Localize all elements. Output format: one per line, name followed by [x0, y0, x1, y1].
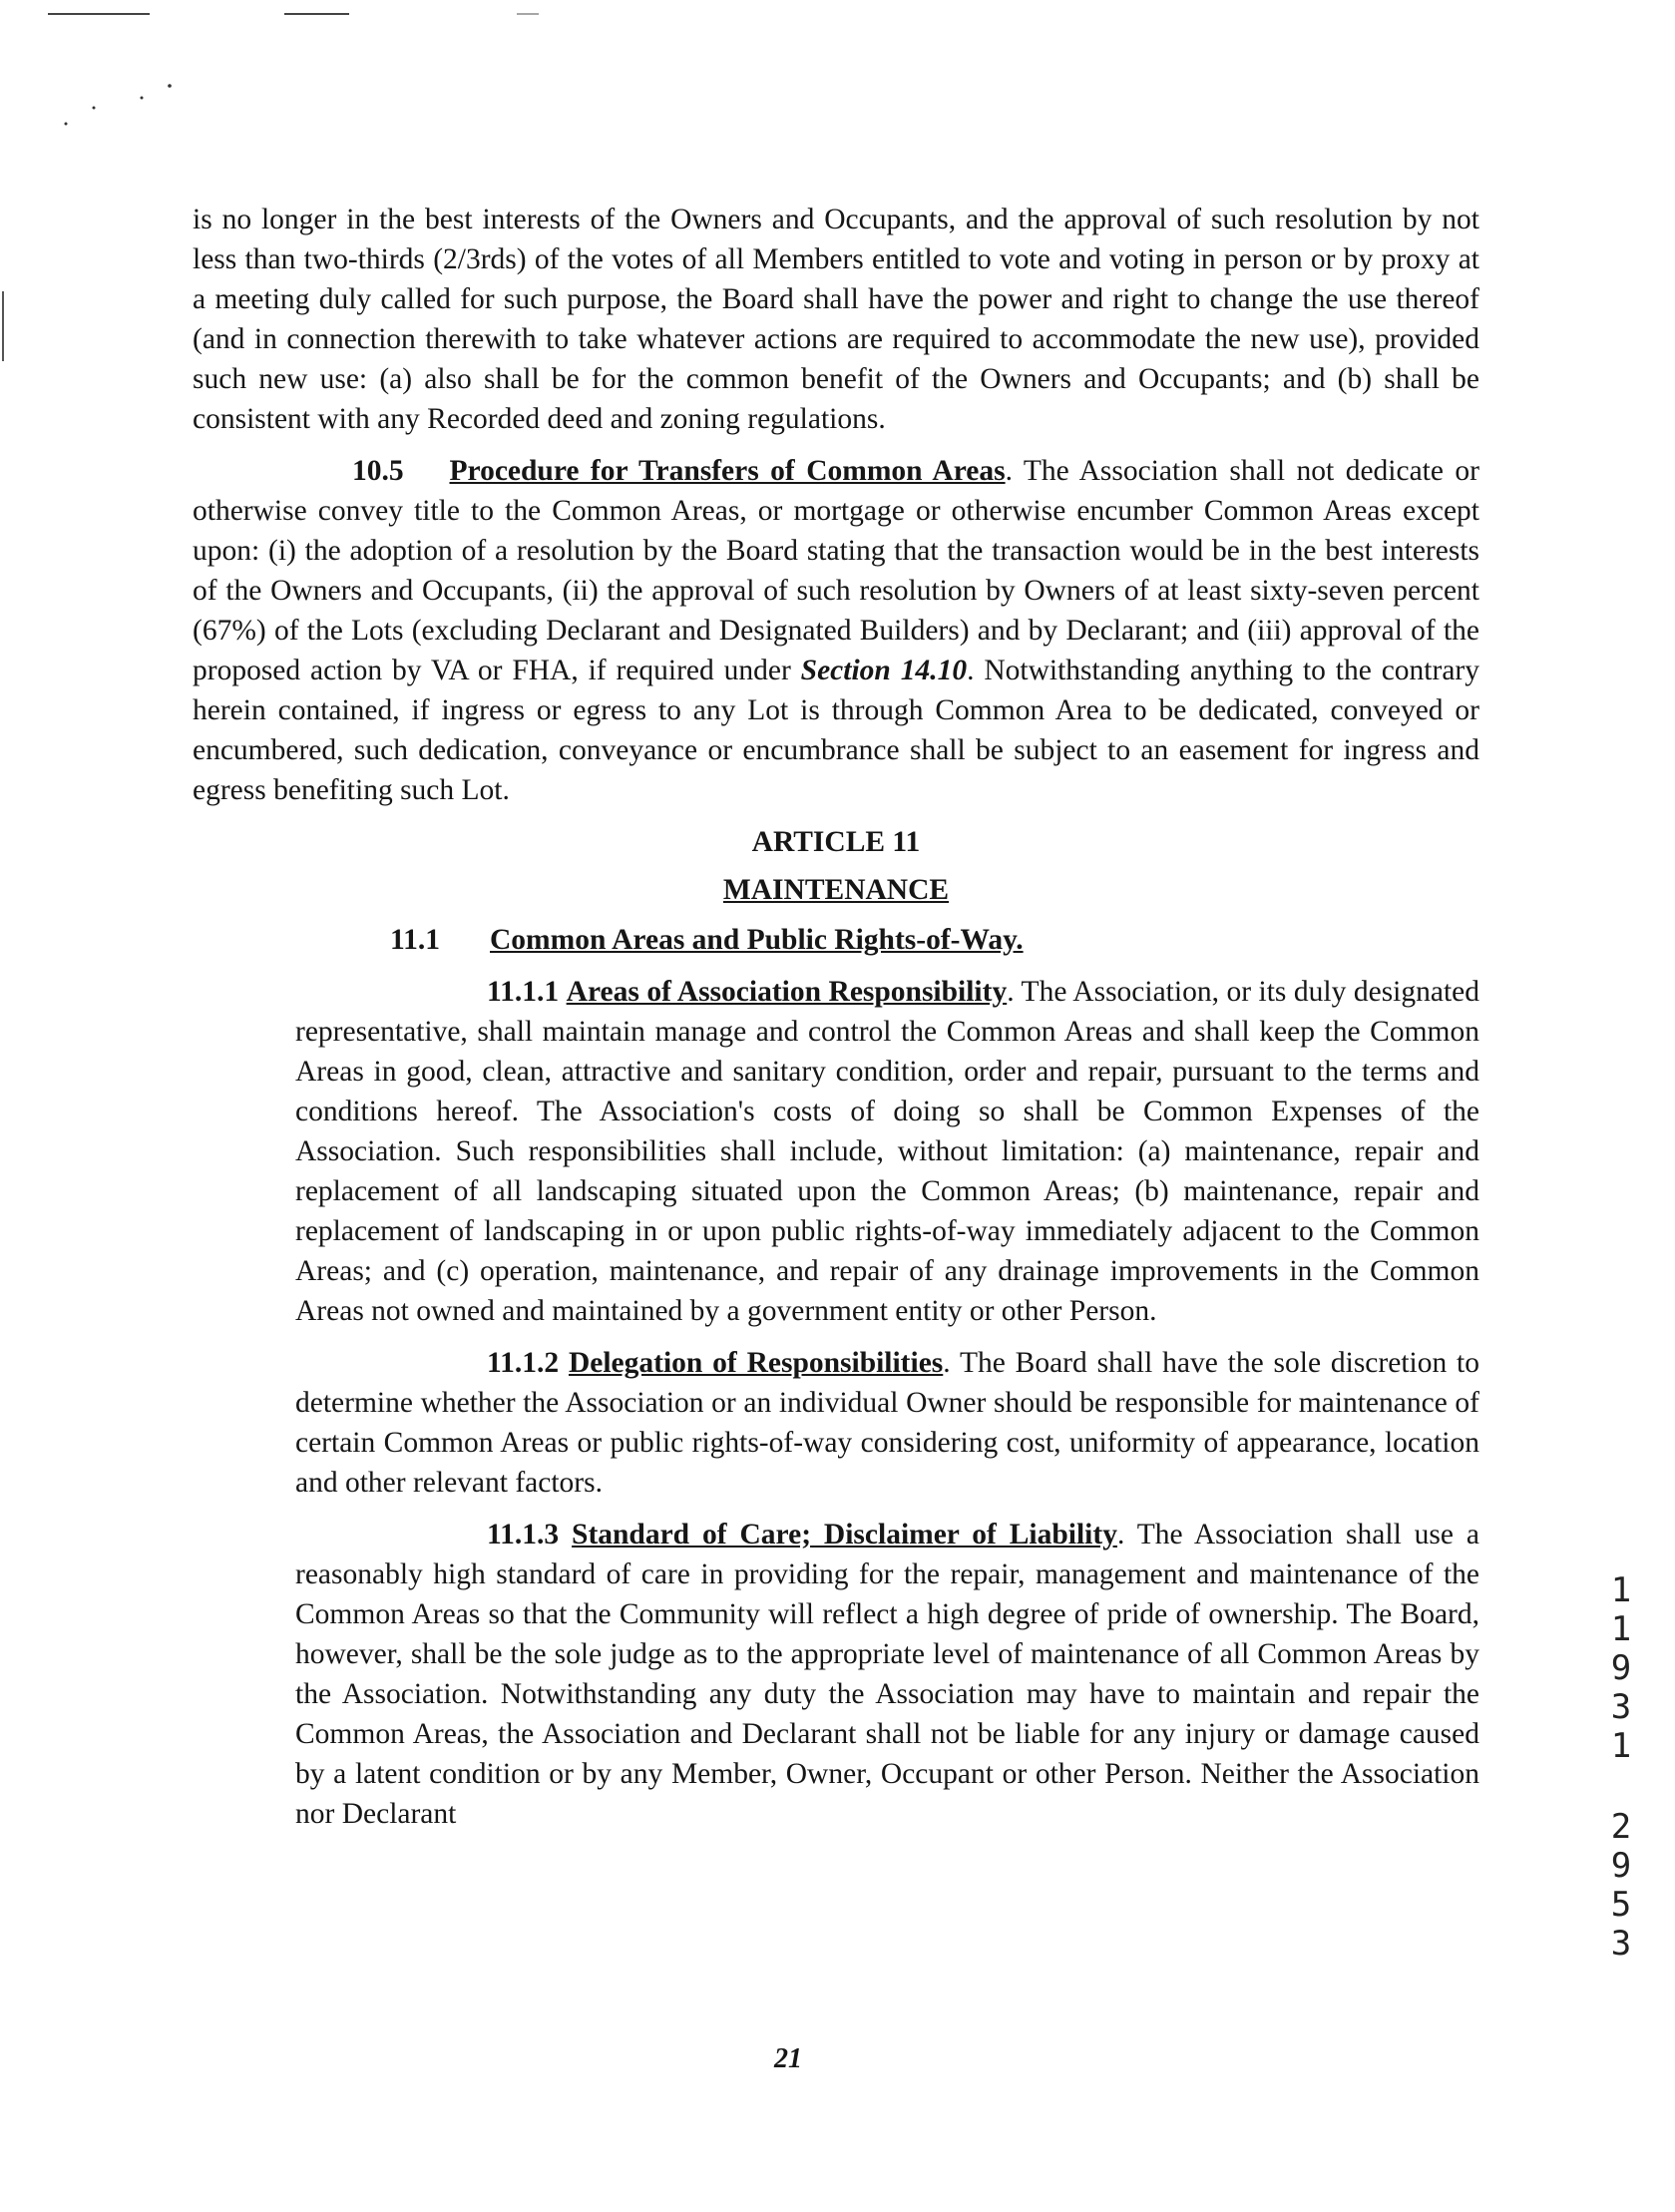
subsection-text: . The Association, or its duly designated representative, shall maintain manage and control the Common Areas and shall keep the Common Areas in good, clean, attractive and sanitary condition, order and repair, pursuant to the terms and conditions hereof. The Association's costs of doing so shall be Common Expenses of the Association. Such responsibilities shall include, without limitation: (a) maintenance, repair and replacement of all landscaping situated upon the Common Areas; (b) maintenance, repair and replacement of landscaping in or upon public rights-of-way immediately adjacent to the Common Areas; and (c) operation, maintenance, and repair of any drainage improvements in the Common Areas not owned and maintained by a government entity or other Person. — [295, 976, 1479, 1327]
subsection-11-1-1 — [295, 972, 1479, 1331]
scan-artifact-marks — [0, 0, 1675, 130]
section-title: Procedure for Transfers of Common Areas — [449, 455, 1006, 487]
stamp-digit: 1 — [1610, 1726, 1632, 1766]
subsection-text: . The Association shall use a reasonably high standard of care in providing for the repair, management and maintenance of the Common Areas so that the Community will reflect a high degree of pride of ownership. The Board, however, shall be the sole judge as to the appropriate level of maintenance of all Common Areas by the Association. Notwithstanding any duty the Association may have to maintain and repair the Common Areas, the Association and Declarant shall not be liable for any injury or damage caused by a latent condition or by any Member, Owner, Occupant or other Person. Neither the Association nor Declarant — [295, 1519, 1479, 1830]
recording-stamp — [1604, 1571, 1638, 1964]
stamp-digit: 5 — [1610, 1885, 1632, 1925]
subsection-title: Areas of Association Responsibility — [566, 976, 1008, 1008]
page-number: 21 — [774, 2043, 802, 2074]
stamp-digit: 1 — [1610, 1609, 1632, 1649]
stamp-digit: 3 — [1610, 1687, 1632, 1727]
document-body — [193, 200, 1479, 1846]
stamp-digit: 9 — [1610, 1648, 1632, 1688]
section-text: . The Association shall not dedicate or otherwise convey title to the Common Areas, or mortgage or otherwise encumber Common Areas except upon: (i) the adoption of a resolution by the Board stating that the transaction would be in the best interests of the Owners and Occupants, (ii) the approval of such resolution by Owners of at least sixty-seven percent (67%) of the Lots (excluding Declarant and Designated Builders) and by Declarant; and (iii) approval of the proposed action by VA or FHA, if required under — [193, 455, 1479, 686]
stamp-digit: 3 — [1610, 1924, 1632, 1964]
section-text-continued: . Notwithstanding anything to the contrary herein contained, if ingress or egress to any Lot is through Common Area to be dedicated, conveyed or encumbered, such dedication, conveyance or encumbrance shall be subject to an easement for ingress and egress benefiting such Lot. — [193, 655, 1479, 806]
subsection-number: 11.1.1 — [487, 976, 560, 1008]
section-title: Common Areas and Public Rights-of-Way. — [490, 924, 1024, 956]
section-number: 11.1 — [390, 924, 440, 956]
stamp-gap — [1604, 1766, 1638, 1808]
subsection-number: 11.1.3 — [487, 1519, 560, 1550]
intro-paragraph: is no longer in the best interests of the Owners and Occupants, and the approval of such resolution by not less than two-thirds (2/3rds) of the votes of all Members entitled to vote and voting in person or by proxy at a meeting duly called for such purpose, the Board shall have the power and right to change the use thereof (and in connection therewith to take whatever actions are required to accommodate the new use), provided such new use: (a) also shall be for the common benefit of the Owners and Occupants; and (b) shall be consistent with any Recorded deed and zoning regulations. — [193, 204, 1479, 435]
subsection-11-1-2 — [295, 1343, 1479, 1503]
section-11-1-heading — [193, 920, 1479, 960]
subsection-title: Standard of Care; Disclaimer of Liability — [572, 1519, 1117, 1550]
subsection-text: . The Board shall have the sole discretion to determine whether the Association or an individual Owner should be responsible for maintenance of certain Common Areas or public rights-of-way considering cost, uniformity of appearance, location and other relevant factors. — [295, 1347, 1479, 1499]
article-title: MAINTENANCE — [722, 874, 950, 906]
section-10-5-paragraph — [193, 451, 1479, 810]
stamp-digit: 9 — [1610, 1846, 1632, 1886]
scan-edge-mark — [2, 291, 4, 361]
article-heading: ARTICLE 11 — [751, 826, 921, 858]
section-reference: Section 14.10 — [800, 655, 968, 686]
subsections — [295, 972, 1479, 1834]
stamp-digit: 2 — [1610, 1807, 1632, 1847]
section-number: 10.5 — [352, 455, 404, 487]
stamp-digit: 1 — [1610, 1570, 1632, 1610]
subsection-11-1-3 — [295, 1515, 1479, 1834]
subsection-title: Delegation of Responsibilities — [568, 1347, 944, 1379]
subsection-number: 11.1.2 — [487, 1347, 560, 1379]
